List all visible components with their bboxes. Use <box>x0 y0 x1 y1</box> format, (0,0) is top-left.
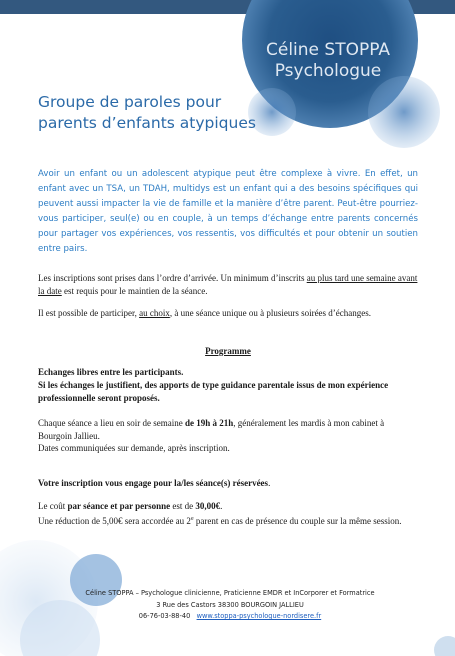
brand-name <box>248 40 408 82</box>
cost-reduction-sup: e <box>190 515 194 522</box>
schedule-text: Chaque séance a lieu en soir de semaine <box>38 418 185 428</box>
inscriptions-text: Les inscriptions sont prises dans l’ordre d’arrivée. Un minimum d’inscrits <box>38 273 307 283</box>
cost-reduction-end: parent en cas de présence du couple sur la même session. <box>193 515 402 526</box>
participation-text-end: , à une séance unique ou à plusieurs soirées d’échanges. <box>169 308 372 318</box>
participation-text: Il est possible de participer, <box>38 308 140 318</box>
page-title <box>38 92 298 134</box>
cost-text: Le coût <box>38 501 68 511</box>
schedule-dates: Dates communiquées sur demande, après inscription. <box>38 443 230 453</box>
cost-paragraph <box>38 500 418 527</box>
title-line-1: Groupe de paroles pour <box>38 93 222 111</box>
footer <box>60 588 400 623</box>
programme-heading: Programme <box>205 346 251 356</box>
cost-reduction: Une réduction de 5,00€ sera accordée au 2 <box>38 515 191 526</box>
schedule-hours: de 19h à 21h <box>184 418 234 428</box>
footer-phone: 06-76-03-88-40 <box>138 612 191 620</box>
schedule-text-end: , généralement les mardis à mon cabinet à Bourgoin Jallieu. <box>38 418 385 441</box>
programme-line-1: Echanges libres entre les participants. <box>38 367 184 377</box>
inscriptions-deadline: au plus tard une semaine avant la date <box>38 273 418 296</box>
cost-end: . <box>220 501 223 511</box>
commitment-paragraph <box>38 477 418 490</box>
cost-unit: par séance et par personne <box>67 501 171 511</box>
brand-line-title: Psychologue <box>274 61 382 81</box>
title-line-2: parents d’enfants atypiques <box>38 114 256 132</box>
commitment-end: . <box>268 478 271 488</box>
website-link[interactable]: www.stoppa-psychologue-nordisere.fr <box>196 612 322 620</box>
cost-price: 30,00€ <box>195 501 221 511</box>
medium-blue-circle <box>368 76 440 148</box>
inscriptions-paragraph <box>38 272 418 297</box>
programme-line-2: Si les échanges le justifient, des apports de type guidance parentale issus de mon expérience professionnelle seront proposés. <box>38 380 389 403</box>
participation-paragraph <box>38 307 418 320</box>
bottom-right-dot <box>434 636 455 656</box>
participation-choice: au choix <box>139 308 170 318</box>
cost-text-mid: est de <box>170 501 196 511</box>
schedule-paragraph <box>38 417 418 455</box>
commitment-text: Votre inscription vous engage pour la/les séance(s) réservées <box>38 478 269 488</box>
footer-address: 3 Rue des Castors 38300 BOURGOIN JALLIEU <box>156 600 304 609</box>
inscriptions-text-end: est requis pour le maintien de la séance. <box>61 285 208 296</box>
intro-paragraph: Avoir un enfant ou un adolescent atypique peut être complexe à vivre. En effet, un enfant avec un TSA, un TDAH, multidys est un enfant qui a des besoins spécifiques qui peuvent aussi impacter la vie de famille et la manière d’être parent. Peut-être pourriez-vous participer, seul(e) ou en couple, à un temps d’échange entre parents concernés pour partager vos expériences, vos ressentis, vos difficultés et pour obtenir un soutien entre pairs. <box>38 168 418 254</box>
brand-line-name: Céline STOPPA <box>265 40 390 60</box>
footer-credentials: Céline STOPPA – Psychologue clinicienne, Praticienne EMDR et InCorporer et Formatrice <box>85 589 375 597</box>
footer-contact <box>60 611 400 623</box>
